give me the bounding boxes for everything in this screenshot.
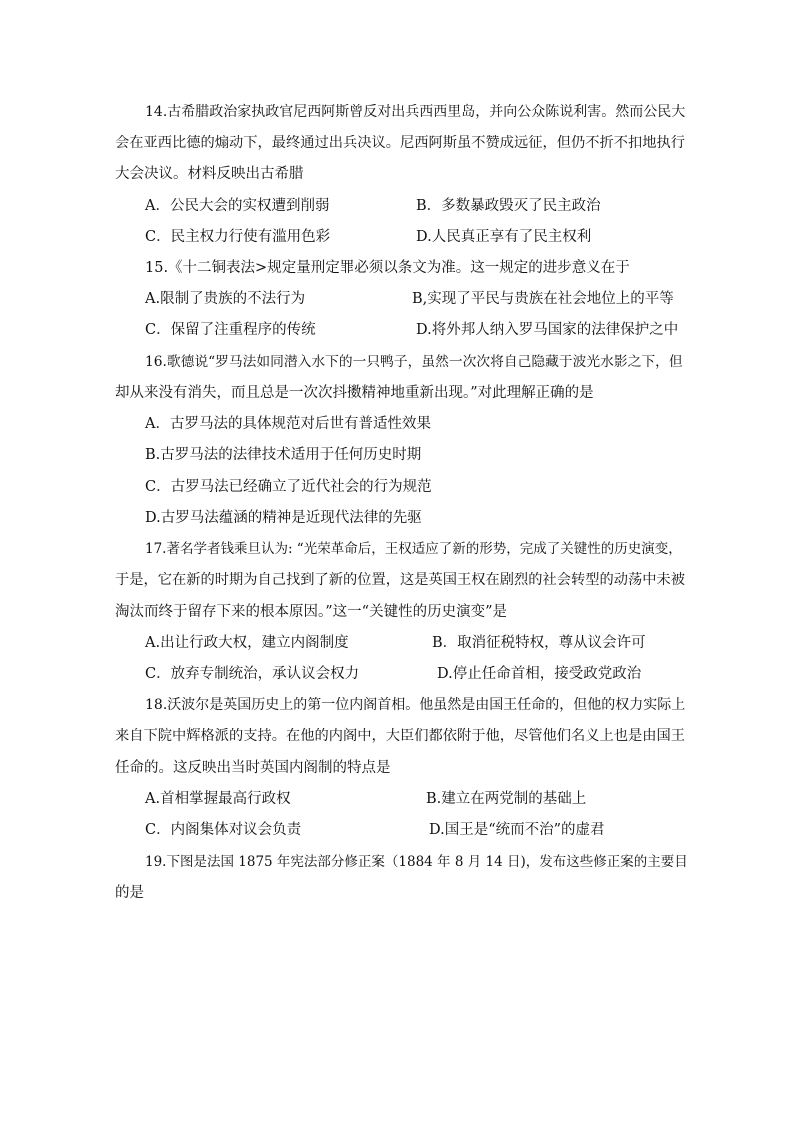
question-16-option-c[interactable]: C．古罗马法已经确立了近代社会的行为规范 — [145, 479, 432, 495]
question-18-option-b[interactable]: B.建立在两党制的基础上 — [426, 791, 587, 807]
question-17-stem-line-1: 17.著名学者钱乘旦认为: “光荣革命后，王权适应了新的形势，完成了关键性的历史演变， — [145, 541, 682, 557]
question-16-stem-line-2: 却从来没有消失，而且总是一次次抖擞精神地重新出现。”对此理解正确的是 — [115, 385, 594, 401]
question-15-option-d[interactable]: D.将外邦人纳入罗马国家的法律保护之中 — [416, 322, 679, 338]
question-16-option-a[interactable]: A．古罗马法的具体规范对后世有普适性效果 — [145, 416, 431, 432]
question-17-stem-line-3: 淘汰而终于留存下来的根本原因。”这一“关键性的历史演变”是 — [115, 604, 507, 620]
question-14-option-d[interactable]: D.人民真正享有了民主权利 — [416, 229, 592, 245]
question-16-option-d[interactable]: D.古罗马法蕴涵的精神是近现代法律的先驱 — [145, 510, 422, 526]
question-14-stem-line-1: 14.古希腊政治家执政官尼西阿斯曾反对出兵西西里岛，并向公众陈说利害。然而公民大 — [145, 104, 686, 120]
question-17-stem-line-2: 于是，它在新的时期为自己找到了新的位置，这是英国王权在剧烈的社会转型的动荡中未被 — [115, 572, 686, 588]
question-14-stem-line-3: 大会决议。材料反映出古希腊 — [115, 166, 304, 182]
question-15-option-c[interactable]: C．保留了注重程序的传统 — [145, 322, 316, 338]
question-14-option-a[interactable]: A．公民大会的实权遭到削弱 — [145, 198, 330, 214]
question-16-option-b[interactable]: B.古罗马法的法律技术适用于任何历史时期 — [145, 447, 422, 463]
question-17-option-c[interactable]: C．放弃专制统治，承认议会权力 — [145, 666, 360, 682]
question-14-stem-line-2: 会在亚西比德的煽动下，最终通过出兵决议。尼西阿斯虽不赞成远征，但仍不折不扣地执行 — [115, 135, 686, 151]
question-15-stem-line-1: 15.《十二铜表法>规定量刑定罪必须以条文为准。这一规定的进步意义在于 — [145, 260, 630, 276]
question-15-option-b[interactable]: B,实现了平民与贵族在社会地位上的平等 — [412, 291, 674, 307]
question-18-option-d[interactable]: D.国王是“统而不治”的虚君 — [429, 822, 605, 838]
question-17-option-a[interactable]: A.出让行政大权，建立内阁制度 — [145, 635, 349, 651]
question-18-stem-line-1: 18.沃波尔是英国历史上的第一位内阁首相。他虽然是由国王任命的，但他的权力实际上 — [145, 697, 686, 713]
question-18-option-a[interactable]: A.首相掌握最高行政权 — [145, 791, 291, 807]
question-16-stem-line-1: 16.歌德说“罗马法如同潜入水下的一只鸭子，虽然一次次将自己隐藏于波光水影之下，但 — [145, 354, 683, 370]
question-18-option-c[interactable]: C．内阁集体对议会负责 — [145, 822, 302, 838]
question-14-option-b[interactable]: B．多数暴政毁灭了民主政治 — [416, 198, 601, 214]
question-18-stem-line-2: 来自下院中辉格派的支持。在他的内阁中，大臣们都依附于他，尽管他们名义上也是由国王 — [115, 728, 686, 744]
question-18-stem-line-3: 任命的。这反映出当时英国内阁制的特点是 — [115, 760, 391, 776]
question-17-option-b[interactable]: B．取消征税特权，尊从议会许可 — [432, 635, 646, 651]
question-19-stem-line-2: 的是 — [115, 885, 144, 901]
question-17-option-d[interactable]: D.停止任命首相，接受政党政治 — [437, 666, 642, 682]
question-19-stem-line-1: 19.下图是法国 1875 年宪法部分修正案（1884 年 8 月 14 日)，发布这些修正案的主要目 — [145, 854, 688, 870]
question-14-option-c[interactable]: C．民主权力行使有滥用色彩 — [145, 229, 331, 245]
question-15-option-a[interactable]: A.限制了贵族的不法行为 — [145, 291, 306, 307]
